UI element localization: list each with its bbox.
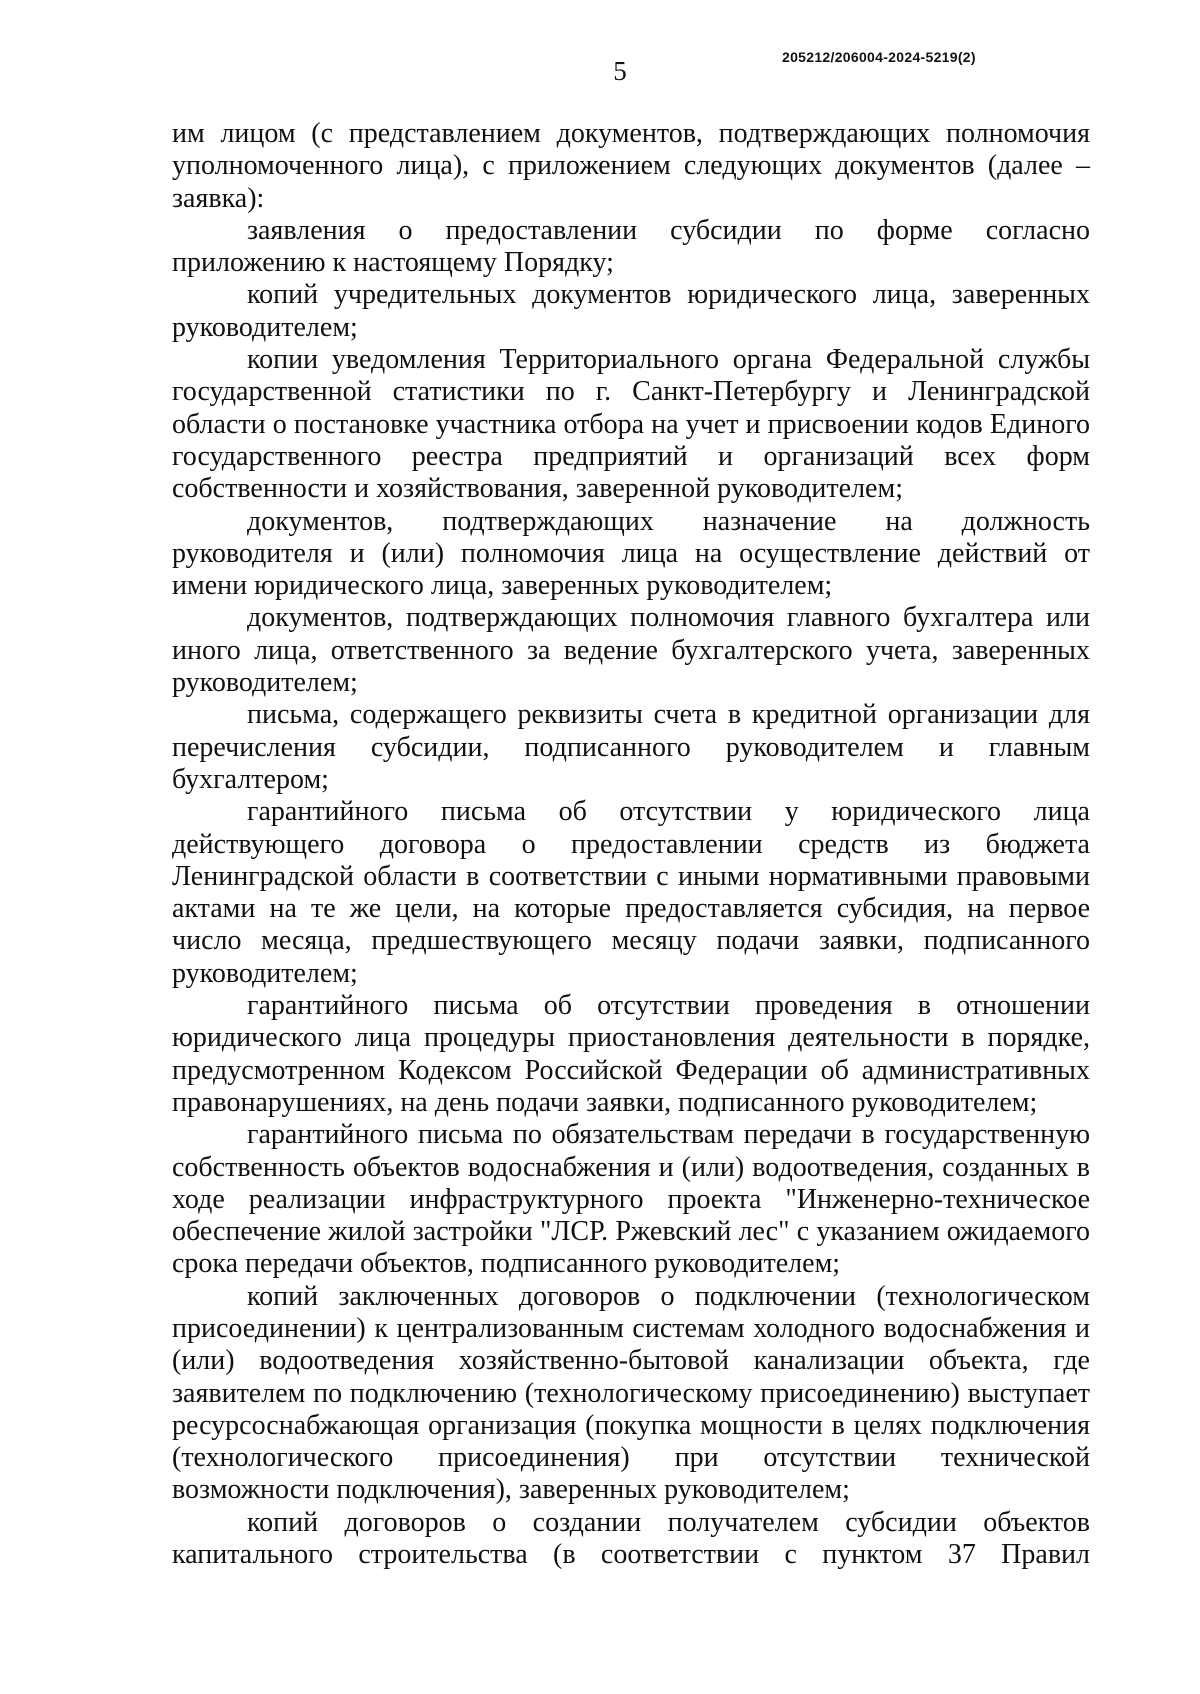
document-registration-number: 205212/206004-2024-5219(2) [782,49,976,65]
paragraph-guarantee-no-suspension: гарантийного письма об отсутствии проведения в отношении юридического лица процедуры приостановления деятельности в порядке, предусмотренном Кодексом Российской Федерации об административных правонарушениях, на день подачи заявки, подписанного руководителем; [172,990,1090,1118]
paragraph-chief-accountant: документов, подтверждающих полномочия главного бухгалтера или иного лица, ответственного за ведение бухгалтерского учета, заверенных руководителем; [172,602,1090,699]
paragraph-connection-contracts: копий заключенных договоров о подключении (технологическом присоединении) к централизованным системам холодного водоснабжения и (или) водоотведения хозяйственно-бытовой канализации объекта, где заявителем по подключению (технологическому присоединению) выступает ресурсоснабжающая организация (покупка мощности в целях подключения (технологического присоединения) при отсутствии технической возможности подключения), заверенных руководителем; [172,1280,1090,1506]
paragraph-bank-details: письма, содержащего реквизиты счета в кредитной организации для перечисления субсидии, подписанного руководителем и главным бухгалтером; [172,699,1090,795]
paragraph-application-form: заявления о предоставлении субсидии по форме согласно приложению к настоящему Порядку; [172,214,1090,279]
document-body [172,118,1090,1571]
paragraph-continuation: им лицом (с представлением документов, подтверждающих полномочия уполномоченного лица), с приложением следующих документов (далее – заявка): [172,118,1090,214]
paragraph-construction-contracts: копий договоров о создании получателем субсидии объектов капитального строительства (в соответствии с пунктом 37 Правил [172,1506,1090,1571]
page-number: 5 [613,56,627,86]
paragraph-guarantee-no-contract: гарантийного письма об отсутствии у юридического лица действующего договора о предоставлении средств из бюджета Ленинградской области в соответствии с иными нормативными правовыми актами на те же цели, на которые предоставляется субсидия, на первое число месяца, предшествующего месяцу подачи заявки, подписанного руководителем; [172,796,1090,989]
paragraph-guarantee-transfer: гарантийного письма по обязательствам передачи в государственную собственность объектов водоснабжения и (или) водоотведения, созданных в ходе реализации инфраструктурного проекта "Инженерно-техническое обеспечение жилой застройки "ЛСР. Ржевский лес" с указанием ожидаемого срока передачи объектов, подписанного руководителем; [172,1119,1090,1280]
paragraph-founding-documents: копий учредительных документов юридического лица, заверенных руководителем; [172,279,1090,343]
paragraph-statistics-notice: копии уведомления Территориального органа Федеральной службы государственной статистики по г. Санкт-Петербургу и Ленинградской области о постановке участника отбора на учет и присвоении кодов Единого государственного реестра предприятий и организаций всех форм собственности и хозяйствования, заверенной руководителем; [172,344,1090,505]
paragraph-director-appointment: документов, подтверждающих назначение на должность руководителя и (или) полномочия лица на осуществление действий от имени юридического лица, заверенных руководителем; [172,505,1090,602]
